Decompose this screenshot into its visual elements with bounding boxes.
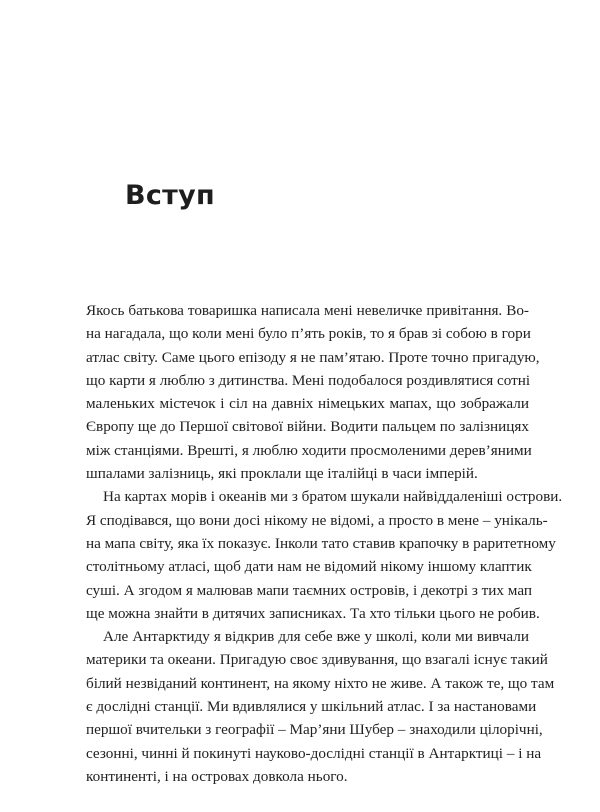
text-line: є дослідні станції. Ми вдивлялися у шкільний атлас. І за настановами	[86, 698, 537, 716]
text-line: Але Антарктиду я відкрив для себе вже у школі, коли ми вивчали	[103, 628, 529, 646]
text-line: між станціями. Врешті, я люблю ходити просмоленими дерев’яними	[86, 441, 532, 459]
text-line: суші. А згодом я малював мапи таємних островів, і декотрі з тих мап	[86, 581, 532, 599]
text-line: сезонні, чинні й покинуті науково-дослідні станції в Антарктиці – і на	[86, 744, 542, 762]
text-line: маленьких містечок і сіл на давніх німецьких мапах, що зображали	[86, 395, 529, 413]
text-line: на мапа світу, яка їх показує. Інколи тато ставив крапочку в раритетному	[86, 534, 556, 552]
chapter-title: Вступ	[125, 180, 215, 211]
text-line: першої вчительки з географії – Мар’яни Шубер – знаходили цілорічні,	[86, 721, 543, 739]
text-line: білий незвіданий континент, на якому ніхто не живе. А також те, що там	[86, 674, 555, 692]
text-line: на нагадала, що коли мені було п’ять років, то я брав зі собою в гори	[86, 325, 531, 343]
text-line: шпалами залізниць, які проклали ще італійці в часи імперій.	[86, 465, 478, 483]
chapter-body	[86, 299, 563, 788]
text-line: материки та океани. Пригадую своє здивування, що взагалі існує такий	[86, 651, 548, 669]
text-line: ще можна знайти в дитячих записниках. Та хто тільки цього не робив.	[86, 604, 540, 622]
text-line: столітньому атласі, щоб дати нам не відомий нікому іншому клаптик	[86, 558, 532, 576]
text-line: Якось батькова товаришка написала мені невеличке привітання. Во-	[86, 302, 529, 319]
text-line: Я сподівався, що вони досі нікому не відомі, а просто в мене – унікаль-	[86, 511, 548, 529]
text-line: континенті, і на островах довкола нього.	[86, 767, 348, 785]
text-line: Європу ще до Першої світової війни. Водити пальцем по залізницях	[86, 418, 529, 436]
text-line: атлас світу. Саме цього епізоду я не пам’ятаю. Проте точно пригадую,	[86, 348, 540, 366]
text-line: На картах морів і океанів ми з братом шукали найвіддаленіші острови.	[103, 488, 563, 506]
text-line: що карти я люблю з дитинства. Мені подобалося роздивлятися сотні	[86, 371, 531, 389]
